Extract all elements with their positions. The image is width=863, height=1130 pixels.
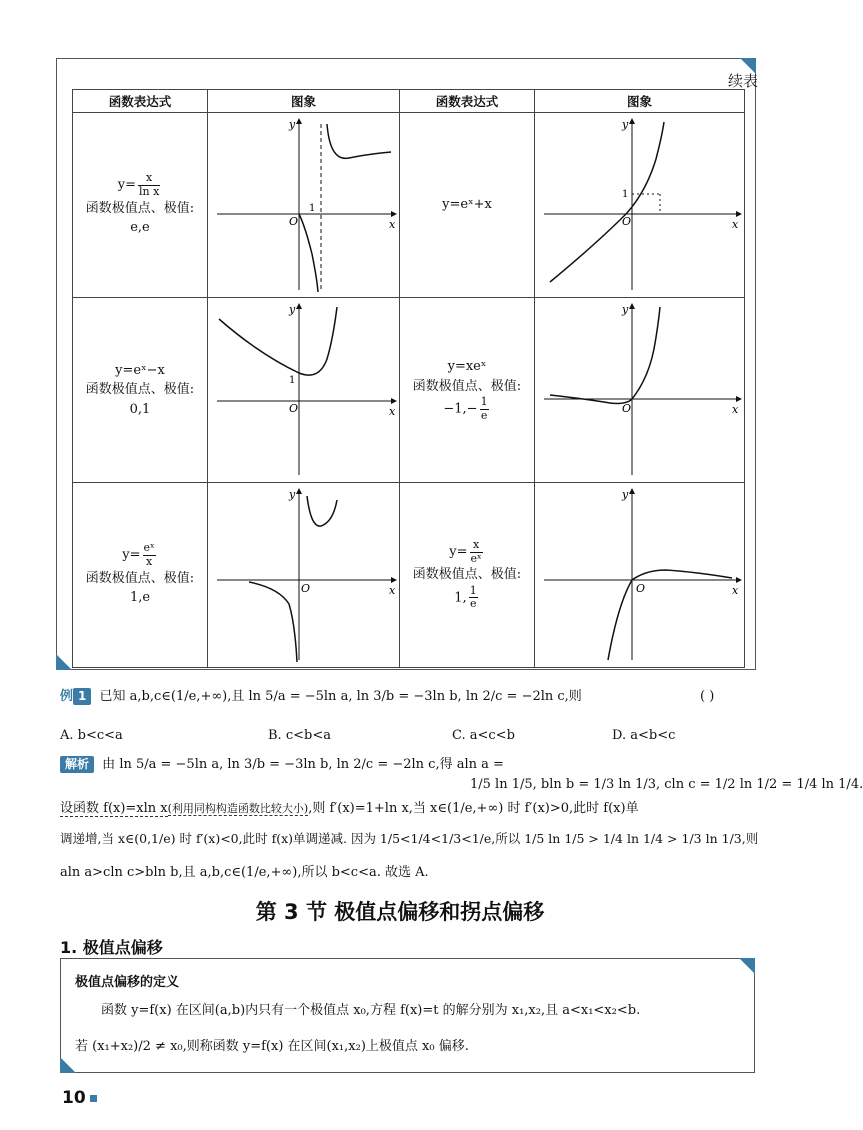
graph-exp-plus-x	[536, 114, 744, 296]
definition-title: 极值点偏移的定义	[75, 975, 180, 990]
svg-text:O: O	[621, 215, 631, 228]
svg-text:x: x	[388, 584, 395, 597]
example-stem: 例 1 已知 a,b,c∈(1/e,+∞),且 ln 5/a = −5ln a, ln 3/b = −3ln b, ln 2/c = −2ln c,则	[60, 689, 582, 704]
graph-exp-minus-x	[209, 299, 399, 481]
graph-cell	[535, 483, 745, 668]
expr-cell: y= $\frac{x}{\text{eˣ}}$ 函数极值点、极值: 1, $\frac{1}{e}$	[400, 483, 535, 668]
svg-text:x: x	[388, 218, 395, 231]
svg-text:1: 1	[288, 375, 295, 386]
svg-text:y: y	[288, 303, 295, 316]
svg-text:x: x	[731, 403, 738, 416]
svg-text:y: y	[621, 118, 628, 131]
definition-line-1: 函数 y=f(x) 在区间(a,b)内只有一个极值点 x₀,方程 f(x)=t 的解分别为 x₁,x₂,且 a<x₁<x₂<b.	[101, 1003, 641, 1018]
header-expr: 函数表达式	[73, 90, 208, 113]
svg-text:y: y	[288, 118, 295, 131]
solution-label: 解析	[60, 756, 94, 773]
subsection-title: 1. 极值点偏移	[60, 938, 163, 957]
expr-cell: y=xeˣ 函数极值点、极值: −1,− $\frac{1}{e}$	[400, 298, 535, 483]
option-d: D. a<b<c	[612, 728, 676, 743]
expr-cell: y= $\frac{x}{\text{ln x}}$ 函数极值点、极值: e,e	[73, 113, 208, 298]
option-a: A. b<c<a	[60, 728, 123, 743]
corner-decoration	[60, 1057, 76, 1073]
graph-cell	[535, 113, 745, 298]
header-graph: 图象	[208, 90, 400, 113]
svg-text:O: O	[288, 215, 298, 228]
header-expr: 函数表达式	[400, 90, 535, 113]
page-number: 10	[62, 1088, 97, 1108]
graph-exp-over-x	[209, 484, 399, 666]
solution-line-4: aln a>cln c>bln b,且 a,b,c∈(1/e,+∞),所以 b<c<a. 故选 A.	[60, 865, 429, 880]
svg-text:x: x	[388, 405, 395, 418]
expr-cell: y=eˣ+x	[400, 113, 535, 298]
section-title: 第 3 节 极值点偏移和拐点偏移	[255, 900, 545, 924]
corner-decoration	[56, 654, 72, 670]
expr-cell: y= $\frac{\text{eˣ}}{x}$ 函数极值点、极值: 1,e	[73, 483, 208, 668]
solution-line-1: 解析 由 ln 5/a = −5ln a, ln 3/b = −3ln b, ln 2/c = −2ln c,得 aln a =	[60, 756, 504, 774]
function-table	[72, 89, 745, 668]
definition-line-2: 若 (x₁+x₂)/2 ≠ x₀,则称函数 y=f(x) 在区间(x₁,x₂)上极值点 x₀ 偏移.	[75, 1039, 469, 1054]
option-c: C. a<c<b	[452, 728, 515, 743]
graph-cell	[208, 483, 400, 668]
graph-cell	[208, 298, 400, 483]
graph-cell	[535, 298, 745, 483]
graph-x-over-lnx	[209, 114, 399, 296]
svg-text:y: y	[621, 303, 628, 316]
svg-text:1: 1	[621, 189, 628, 200]
svg-text:O: O	[288, 402, 298, 415]
header-graph: 图象	[535, 90, 745, 113]
graph-x-exp	[536, 299, 744, 481]
svg-text:O: O	[635, 582, 645, 595]
answer-paren: ( )	[700, 689, 715, 704]
page-marker	[90, 1095, 97, 1102]
solution-line-2: 设函数 f(x)=xln x(利用同构构造函数比较大小),则 f′(x)=1+ln x,当 x∈(1/e,+∞) 时 f′(x)>0,此时 f(x)单	[60, 801, 639, 816]
svg-text:O: O	[300, 582, 310, 595]
graph-x-over-exp	[536, 484, 744, 666]
solution-line-3: 调递增,当 x∈(0,1/e) 时 f′(x)<0,此时 f(x)单调递减. 因为 1/5<1/4<1/3<1/e,所以 1/5 ln 1/5 > 1/4 ln 1/4 > 1/3 ln 1/3,则	[60, 831, 759, 846]
expr-cell: y=eˣ−x 函数极值点、极值: 0,1	[73, 298, 208, 483]
svg-text:x: x	[731, 584, 738, 597]
svg-text:O: O	[621, 402, 631, 415]
svg-text:y: y	[288, 488, 295, 501]
graph-cell	[208, 113, 400, 298]
svg-text:x: x	[731, 218, 738, 231]
solution-line-1-cont: 1/5 ln 1/5, bln b = 1/3 ln 1/3, cln c = 1/2 ln 1/2 = 1/4 ln 1/4.	[470, 777, 863, 792]
option-b: B. c<b<a	[268, 728, 331, 743]
definition-box	[60, 958, 755, 1073]
svg-text:1: 1	[308, 203, 315, 214]
svg-text:y: y	[621, 488, 628, 501]
corner-decoration	[739, 958, 755, 974]
continued-label: 续表	[727, 72, 758, 90]
